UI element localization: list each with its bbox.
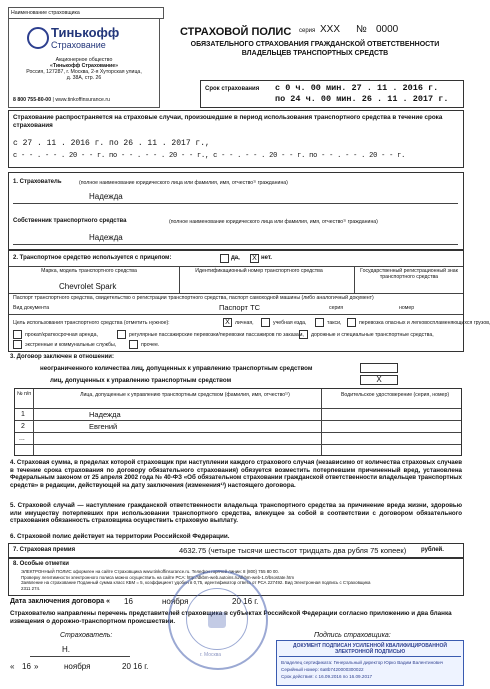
e-signature-box — [276, 640, 464, 686]
contract-date-label: Дата заключения договора « — [10, 598, 111, 605]
vh-col-1: Марка, модель транспортного средства — [41, 268, 137, 274]
purpose-other-label: прочее. — [141, 342, 160, 348]
s8-line-1: Проверку легитимности электронного полиса можно осуществить на сайте РСА: http://dkbm-web.autoins.ru/dkbm-web-1.0/bsostate.htm — [21, 574, 294, 580]
s3-opt2: лиц, допущенных к управлению транспортным средством — [50, 377, 232, 384]
purpose-training-label: учебная езда, — [273, 320, 307, 326]
purpose-emergency-label: экстренные и коммунальные службы, — [25, 342, 117, 348]
driver-1-n: 1 — [21, 411, 25, 418]
s1-label: 1. Страхователь — [13, 179, 62, 185]
purpose-taxi-checkbox[interactable] — [315, 318, 324, 327]
number-value: 0000 — [376, 24, 399, 35]
s8-line-2: Заявление на страхование Поданный сумма класс КБМ = 5, коэффициент удобен в 0,75, идентификатор ответа от РСА 227492. Вид Электронная подпись с Страховщика — [21, 580, 371, 585]
e-sig-line-0: Владелец сертификата: Генеральный директор Юрко Вадим Валентинович — [281, 660, 444, 665]
purpose-road-checkbox[interactable] — [299, 330, 308, 339]
series-value: XXX — [320, 24, 341, 35]
s8-line-0: ЭЛЕКТРОННЫЙ ПОЛИС оформлен на сайте Страховщика www.tinkoffinsurance.ru. Телефон горячей линии: 8 (800) 755 80 00. — [21, 569, 279, 574]
section-2 — [8, 250, 490, 352]
s7-unit: рублей. — [421, 547, 444, 553]
insurant-sig: Н. — [62, 645, 70, 654]
section-4: 4. Страховая сумма, в пределах которой страховщик при наступлении каждого страхового случая (независимо от количества страховых случаев в течение срока страхования по договору обязательного страхования) обязуется возместить потерпевшим причиненный вред, установлена Федеральным законом от 25 апреля 2002 года № 40-ФЗ «Об обязательном страховании гражданской ответственности владельцев транспортных средств» в редакции, действующей на дату заключения (изменения¹⁾) настоящего договора. — [10, 459, 462, 489]
section-5: 5. Страховой случай — наступление гражданской ответственности владельца транспортного средства за причинение вреда жизни, здоровью или имуществу потерпевших при использовании транспортного средства, влекущее за собой в соответствии с договором обязательного страхования обязанность страховщика осуществить страховую выплату. — [10, 502, 462, 524]
insurant-month: ноября — [64, 662, 91, 671]
driver-3-n: ... — [19, 435, 25, 442]
brand-name: Тинькофф — [51, 25, 120, 40]
doc-number-label: номер — [399, 305, 415, 311]
insurant-year: 20 16 г. — [122, 662, 149, 671]
brand-desc-3: д. 38А, стр. 26 — [66, 75, 102, 81]
s7-value: 4632.75 (четыре тысячи шестьсот тридцать два рубля 75 копеек) — [179, 546, 407, 555]
term-from: с 0 ч. 00 мин. 27 . 11 . 2016 г. — [275, 83, 439, 93]
period-3: с - - . - - . 20 - - г. по - - . - - . 20 - - г. — [213, 152, 406, 160]
coverage-box — [8, 110, 464, 168]
e-sig-line-1: Серийный номер: 6a8b7420000300022 — [281, 667, 364, 672]
doc-type: Паспорт ТС — [219, 303, 261, 312]
purpose-emergency-checkbox[interactable] — [13, 340, 22, 349]
insurant-day: 16 — [22, 662, 31, 671]
number-label: № — [356, 24, 367, 35]
purpose-regular-checkbox[interactable] — [117, 330, 126, 339]
contract-month: ноября — [162, 597, 189, 606]
company-stamp-icon — [168, 570, 268, 670]
purpose-personal-checkbox[interactable]: X — [223, 318, 232, 327]
purpose-danger-checkbox[interactable] — [347, 318, 356, 327]
stamp-text: г. Москва — [200, 652, 222, 658]
vh-col-2: Идентификационный номер транспортного средства — [195, 268, 323, 274]
series-label: серия — [299, 28, 316, 34]
s3-opt2-checkbox[interactable]: X — [360, 375, 398, 385]
period-2: с - - . - - . 20 - - г. по - - . - - . 20 - - г., — [13, 152, 210, 160]
insurer-block: Тинькофф Страхование Акционерное общество «Тинькофф Страхование» Россия, 127287, г. Москва, 2-я Хуторская улица, д. 38А, стр. 26 8 800 755-80-00 | www.tinkoffinsurance.ru — [8, 18, 160, 108]
insurer-sig-label: Подпись страховщика: — [314, 632, 391, 639]
purpose-taxi-label: такси, — [327, 320, 342, 326]
brand-phone: 8 800 755-80-00 — [13, 97, 52, 103]
term-box — [200, 80, 464, 108]
vehicle-model: Chevrolet Spark — [59, 282, 117, 291]
drivers-head-license: Водительское удостоверение (серия, номер) — [340, 392, 450, 398]
brand-desc-2: Россия, 127287, г. Москва, 2-я Хуторская улица, — [26, 69, 142, 75]
doc-series-label: серия — [329, 305, 344, 311]
owner-hint: (полное наименование юридического лица или фамилия, имя, отчество¹⁾ гражданина) — [169, 219, 378, 225]
e-sig-line-2: Срок действия: с 16.09.2016 по 16.09.2017 — [281, 674, 373, 679]
coverage-text: Страхование распространяется на страховые случаи, произошедшие в период использования транспортного средства в течение срока страхования — [13, 114, 443, 129]
period-1: с 27 . 11 . 2016 г. по 26 . 11 . 2017 г., — [13, 139, 210, 148]
drivers-table — [14, 388, 462, 456]
trailer-yes-checkbox[interactable] — [220, 254, 229, 263]
purpose-road-label: дорожные и специальные транспортные средства, — [311, 332, 434, 338]
brand-desc-1: «Тинькофф Страхование» — [50, 63, 118, 69]
purpose-rental-label: прокат/краткосрочная аренда, — [25, 332, 98, 338]
purpose-regular-label: регулярные пассажирские перевозки/перевозки пассажиров по заказам, — [129, 332, 304, 338]
policy-title: СТРАХОВОЙ ПОЛИС — [180, 26, 292, 38]
owner-label: Собственник транспортного средства — [13, 218, 127, 224]
purpose-personal-label: личная, — [235, 320, 254, 326]
brand-desc-0: Акционерное общество — [55, 57, 113, 63]
footer-note: Страхователю направлены перечень представителей страховщика в субъектах Российской Федерации согласно приложению и два бланка извещения о дорожно-транспортном происшествии. — [10, 610, 452, 625]
owner-value: Надежда — [89, 233, 123, 242]
s3-opt1: неограниченного количества лиц, допущенных к управлению транспортным средством — [40, 365, 313, 372]
e-sig-title: ДОКУМЕНТ ПОДПИСАН УСИЛЕННОЙ КВАЛИФИЦИРОВАННОЙ ЭЛЕКТРОННОЙ ПОДПИСЬЮ — [293, 643, 447, 655]
driver-1-name: Надежда — [89, 410, 121, 419]
s3-opt1-checkbox[interactable] — [360, 363, 398, 373]
contract-day: 16 — [124, 597, 133, 606]
section-6: 6. Страховой полис действует на территории Российской Федерации. — [10, 533, 230, 540]
logo-icon — [27, 27, 49, 49]
s8-label: 8. Особые отметки — [13, 561, 69, 567]
policy-subtitle: ОБЯЗАТЕЛЬНОГО СТРАХОВАНИЯ ГРАЖДАНСКОЙ ОТВЕТСТВЕННОСТИ ВЛАДЕЛЬЦЕВ ТРАНСПОРТНЫХ СРЕДСТВ — [190, 41, 440, 57]
brand-site: www.tinkoffinsurance.ru — [55, 97, 110, 103]
drivers-head-n: № п/п — [16, 391, 32, 397]
purpose-danger-label: перевозка опасных и легковоспламеняющихся грузов, — [359, 320, 490, 326]
contract-year: 20 16 г. — [232, 597, 259, 606]
doc-type-label: Вид документа — [13, 305, 50, 311]
driver-2-n: 2 — [21, 423, 25, 430]
s1-hint: (полное наименование юридического лица или фамилия, имя, отчество¹⁾ гражданина) — [79, 180, 288, 186]
trailer-no-label: нет. — [261, 255, 272, 261]
section-7 — [8, 543, 464, 558]
s2-label: 2. Транспортное средство используется с прицепом: — [13, 255, 172, 261]
vh-col-3: Государственный регистрационный знак транспортного средства — [360, 268, 458, 280]
term-label: Срок страхования — [205, 86, 260, 92]
s7-label: 7. Страховая премия — [13, 547, 76, 553]
passport-label: Паспорт транспортного средства, свидетельство о регистрации транспортного средства, паспорт самоходной машины (либо аналогичный документ) — [13, 295, 374, 301]
insurer-label: Наименование страховщика — [8, 7, 164, 19]
s1-value: Надежда — [89, 192, 123, 201]
trailer-no-checkbox[interactable]: X — [250, 254, 259, 263]
insurant-label: Страхователь: — [60, 632, 113, 639]
s3-label: 3. Договор заключен в отношении: — [10, 354, 114, 360]
driver-2-name: Евгений — [89, 422, 118, 431]
period-2-3 — [13, 152, 463, 160]
brand-sub: Страхование — [51, 40, 106, 50]
trailer-yes-label: да, — [231, 255, 240, 261]
purpose-training-checkbox[interactable] — [261, 318, 270, 327]
term-to: по 24 ч. 00 мин. 26 . 11 . 2017 г. — [275, 94, 449, 104]
purpose-rental-checkbox[interactable] — [13, 330, 22, 339]
s8-line-3: 2311 274. — [21, 585, 41, 591]
drivers-head-name: Лица, допущенные к управлению транспортным средством (фамилия, имя, отчество¹⁾) — [80, 392, 290, 398]
purpose-label: Цель использования транспортного средства (отметить нужное): — [13, 320, 170, 326]
section-1 — [8, 172, 464, 250]
purpose-other-checkbox[interactable] — [129, 340, 138, 349]
